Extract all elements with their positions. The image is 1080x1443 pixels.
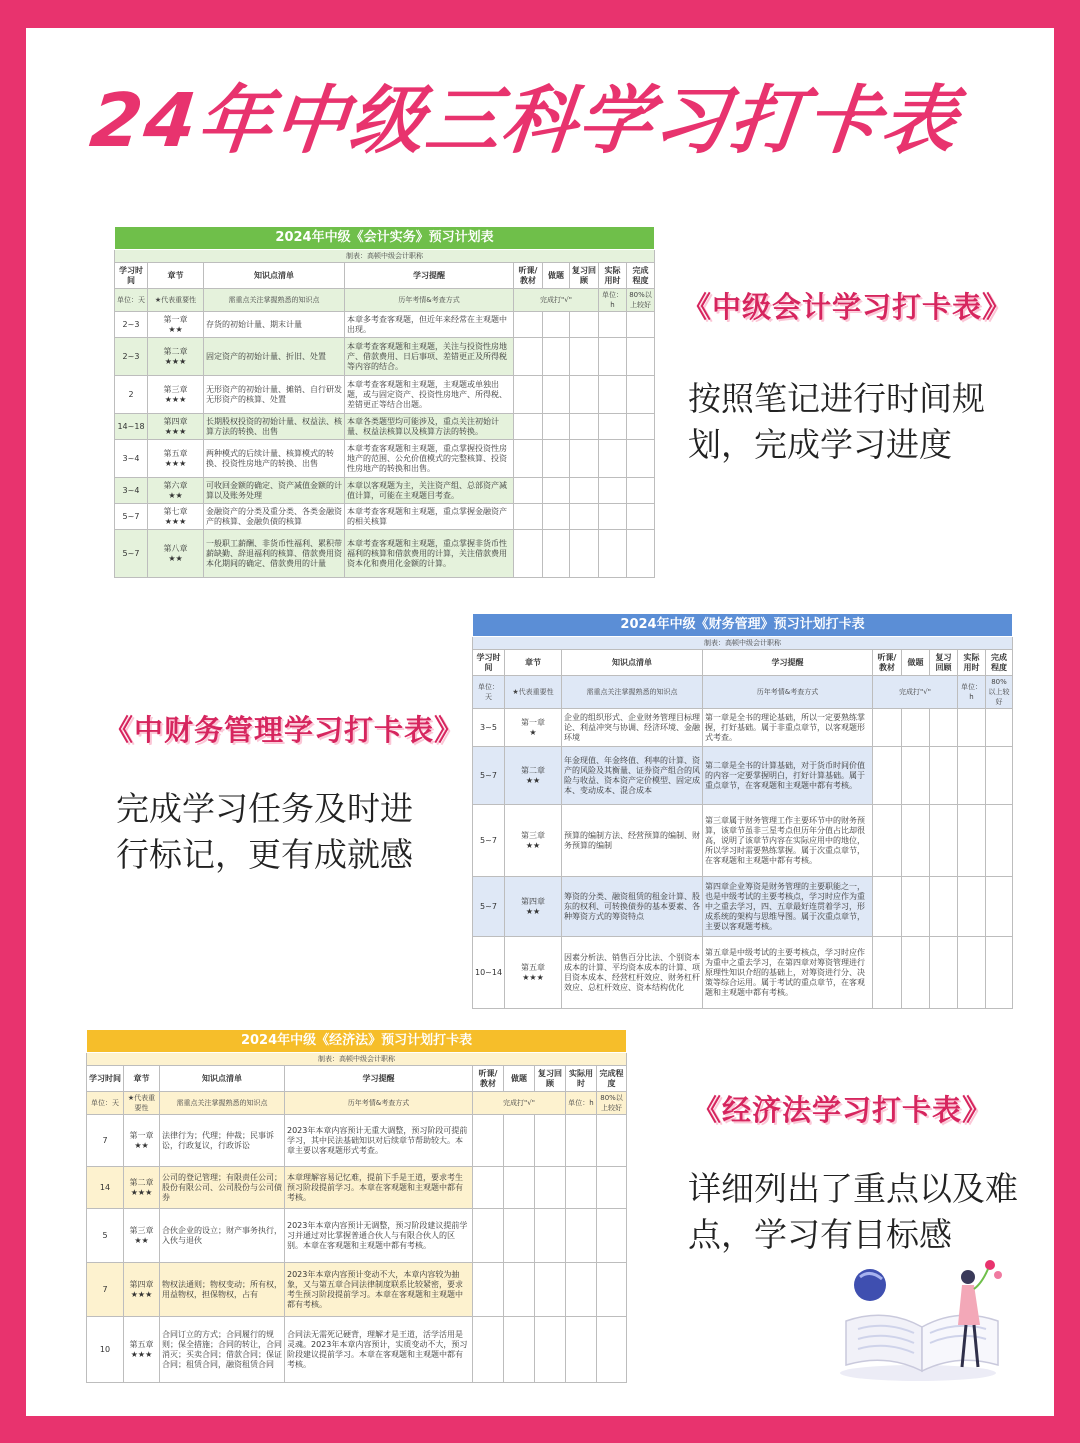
row-knowledge: 一般职工薪酬、非货币性福利、累积带薪缺勤、辞退福利的核算、借款费用资本化期间的确定、借款费用的计量 — [204, 530, 345, 578]
row-tips: 本章以客观题为主，关注资产组、总部资产减值计算，可能在主观题目考查。 — [345, 478, 514, 504]
row-time: 2~3 — [115, 312, 148, 338]
table-row — [115, 504, 655, 530]
header-time: 学习时间 — [115, 263, 148, 289]
listen-check-cell[interactable] — [873, 937, 902, 1009]
review-check-cell[interactable] — [535, 1167, 566, 1209]
row-chapter: 第三章 ★★ — [124, 1209, 160, 1263]
exercise-check-cell[interactable] — [543, 338, 570, 376]
header-actual: 实际用时 — [599, 263, 627, 289]
listen-check-cell[interactable] — [514, 530, 543, 578]
row-tips: 合同法无需死记硬背，理解才是王道，活学活用是灵魂。2023年本章内容预计，实质变动不大，预习阶段建议提前学习。本章在客观题和主观题中都有考核。 — [285, 1317, 473, 1383]
exercise-check-cell[interactable] — [543, 530, 570, 578]
unit-progress: 80%以上较好 — [986, 676, 1013, 709]
table-row — [87, 1167, 627, 1209]
actual-hours-cell[interactable] — [958, 709, 986, 747]
review-check-cell[interactable] — [570, 414, 599, 440]
listen-check-cell[interactable] — [473, 1115, 504, 1167]
row-knowledge: 企业的组织形式、企业财务管理目标理论、利益冲突与协调、经济环境、金融环境 — [562, 709, 703, 747]
actual-hours-cell[interactable] — [958, 937, 986, 1009]
exercise-check-cell[interactable] — [543, 478, 570, 504]
header-chapter: 章节 — [505, 650, 562, 676]
header-chapter: 章节 — [148, 263, 204, 289]
listen-check-cell[interactable] — [873, 709, 902, 747]
row-knowledge: 无形资产的初始计量、摊销、自行研发无形资产的核算、处置 — [204, 376, 345, 414]
listen-check-cell[interactable] — [514, 338, 543, 376]
actual-hours-cell[interactable] — [566, 1317, 597, 1383]
review-check-cell[interactable] — [570, 440, 599, 478]
section-title-accounting: 《中级会计学习打卡表》 — [682, 290, 1013, 324]
table-row — [473, 709, 1013, 747]
unit-tips: 历年考情&考查方式 — [285, 1092, 473, 1115]
row-time: 3~4 — [115, 478, 148, 504]
progress-cell[interactable] — [597, 1209, 627, 1263]
row-time: 5 — [87, 1209, 124, 1263]
header-review: 复习回顾 — [570, 263, 599, 289]
exercise-check-cell[interactable] — [543, 440, 570, 478]
table-row — [115, 414, 655, 440]
unit-knowledge: 需重点关注掌握熟悉的知识点 — [204, 289, 345, 312]
actual-hours-cell[interactable] — [599, 504, 627, 530]
unit-done: 完成打"√" — [873, 676, 958, 709]
table-row — [473, 877, 1013, 937]
actual-hours-cell[interactable] — [599, 414, 627, 440]
row-chapter: 第一章 ★★ — [124, 1115, 160, 1167]
row-chapter: 第五章 ★★★ — [124, 1317, 160, 1383]
progress-cell[interactable] — [597, 1263, 627, 1317]
actual-hours-cell[interactable] — [599, 338, 627, 376]
unit-tips: 历年考情&考查方式 — [703, 676, 873, 709]
table-row — [115, 376, 655, 414]
row-knowledge: 两种模式的后续计量、核算模式的转换、投资性房地产的转换、出售 — [204, 440, 345, 478]
row-time: 10 — [87, 1317, 124, 1383]
table-row — [473, 805, 1013, 877]
row-chapter: 第四章 ★★ — [505, 877, 562, 937]
table-row — [87, 1209, 627, 1263]
progress-cell[interactable] — [627, 440, 655, 478]
review-check-cell[interactable] — [930, 877, 958, 937]
review-check-cell[interactable] — [535, 1263, 566, 1317]
section-text-accounting: 按照笔记进行时间规划，完成学习进度 — [688, 379, 985, 464]
actual-hours-cell[interactable] — [958, 805, 986, 877]
row-tips: 2023年本章内容预计无调整，预习阶段建议提前学习并通过对比掌握普通合伙人与有限合伙人的区别。本章在客观题和主观题中都有考核。 — [285, 1209, 473, 1263]
page-title: 24年中级三科学习打卡表 — [86, 78, 963, 164]
listen-check-cell[interactable] — [873, 805, 902, 877]
row-tips: 本章各类题型均可能涉及，重点关注初始计量、权益法核算以及核算方法的转换。 — [345, 414, 514, 440]
listen-check-cell[interactable] — [873, 877, 902, 937]
row-time: 3~4 — [115, 440, 148, 478]
row-knowledge: 合同订立的方式；合同履行的规则；保全措施；合同的转让，合同消灭；买卖合同；借款合同；保证合同；租赁合同，融资租赁合同 — [160, 1317, 285, 1383]
listen-check-cell[interactable] — [514, 504, 543, 530]
progress-cell[interactable] — [597, 1167, 627, 1209]
unit-tips: 历年考情&考查方式 — [345, 289, 514, 312]
header-time: 学习时间 — [87, 1066, 124, 1092]
progress-cell[interactable] — [627, 414, 655, 440]
unit-knowledge: 需重点关注掌握熟悉的知识点 — [160, 1092, 285, 1115]
header-tips: 学习提醒 — [345, 263, 514, 289]
section-title-finance: 《中财务管理学习打卡表》 — [104, 713, 465, 747]
listen-check-cell[interactable] — [473, 1317, 504, 1383]
table-title: 2024年中级《经济法》预习计划打卡表 — [87, 1030, 627, 1053]
row-tips: 2023年本章内容预计变动不大，本章内容较为抽象，又与第五章合同法律制度联系比较紧密，要求考生预习阶段提前学习。本章在客观题和主观题中都有考核。 — [285, 1263, 473, 1317]
header-review: 复习回顾 — [930, 650, 958, 676]
row-chapter: 第一章 ★ — [505, 709, 562, 747]
row-knowledge: 合伙企业的设立；财产事务执行，入伙与退伙 — [160, 1209, 285, 1263]
row-tips: 第五章是中级考试的主要考核点，学习时应作为重中之重去学习，在第四章对筹资管理进行原理性知识介绍的基础上，对筹资进行分、决策等综合运用。属于考试的重点章节，在客观题和主观题中都有考核。 — [703, 937, 873, 1009]
header-progress: 完成程度 — [986, 650, 1013, 676]
row-time: 7 — [87, 1263, 124, 1317]
row-tips: 本章多考查客观题，但近年来经常在主观题中出现。 — [345, 312, 514, 338]
row-tips: 第三章属于财务管理工作主要环节中的财务预算，该章节虽非三星考点但历年分值占比却很高，说明了该章节内容在实际应用中的地位，所以学习时需要熟练掌握。属于次重点章节，在客观题和主观题中都有考核。 — [703, 805, 873, 877]
row-tips: 本章考查客观题和主观题，主观题或单独出题，或与固定资产、投资性房地产、所得税、差错更正等结合出题。 — [345, 376, 514, 414]
listen-check-cell[interactable] — [873, 747, 902, 805]
progress-cell[interactable] — [597, 1115, 627, 1167]
listen-check-cell[interactable] — [514, 414, 543, 440]
row-chapter: 第二章 ★★★ — [124, 1167, 160, 1209]
row-knowledge: 法律行为；代理；仲裁；民事诉讼，行政复议，行政诉讼 — [160, 1115, 285, 1167]
person-head — [961, 1270, 975, 1284]
table-row — [115, 312, 655, 338]
row-chapter: 第七章 ★★★ — [148, 504, 204, 530]
unit-chapter: ★代表重要性 — [148, 289, 204, 312]
table-title: 2024年中级《财务管理》预习计划打卡表 — [473, 614, 1013, 637]
table-row — [87, 1115, 627, 1167]
accounting-plan-table — [114, 226, 655, 578]
review-check-cell[interactable] — [570, 504, 599, 530]
review-check-cell[interactable] — [930, 747, 958, 805]
listen-check-cell[interactable] — [473, 1209, 504, 1263]
progress-cell[interactable] — [986, 805, 1013, 877]
review-check-cell[interactable] — [930, 709, 958, 747]
review-check-cell[interactable] — [570, 530, 599, 578]
listen-check-cell[interactable] — [514, 478, 543, 504]
person-body — [958, 1285, 980, 1325]
section-text-finance: 完成学习任务及时进行标记，更有成就感 — [116, 789, 413, 874]
header-progress: 完成程度 — [627, 263, 655, 289]
header-listen: 听课/教材 — [873, 650, 902, 676]
review-check-cell[interactable] — [570, 312, 599, 338]
listen-check-cell[interactable] — [473, 1167, 504, 1209]
unit-knowledge: 需重点关注掌握熟悉的知识点 — [562, 676, 703, 709]
row-time: 7 — [87, 1115, 124, 1167]
row-knowledge: 固定资产的初始计量、折旧、处置 — [204, 338, 345, 376]
table-row — [115, 478, 655, 504]
progress-cell[interactable] — [627, 478, 655, 504]
progress-cell[interactable] — [986, 877, 1013, 937]
row-time: 3~5 — [473, 709, 505, 747]
listen-check-cell[interactable] — [514, 312, 543, 338]
row-knowledge: 年金现值、年金终值、利率的计算、资产的风险及其衡量、证券资产组合的风险与收益、资本资产定价模型、固定成本、变动成本、混合成本 — [562, 747, 703, 805]
exercise-check-cell[interactable] — [504, 1115, 535, 1167]
table-row — [473, 937, 1013, 1009]
unit-time: 单位：天 — [115, 289, 148, 312]
header-actual: 实际用时 — [958, 650, 986, 676]
actual-hours-cell[interactable] — [599, 440, 627, 478]
row-time: 2 — [115, 376, 148, 414]
table-row — [115, 440, 655, 478]
book-reading-illustration — [838, 1255, 1008, 1385]
row-chapter: 第三章 ★★★ — [148, 376, 204, 414]
section-title-law: 《经济法学习打卡表》 — [692, 1093, 993, 1127]
row-chapter: 第二章 ★★★ — [148, 338, 204, 376]
row-knowledge: 存货的初始计量、期末计量 — [204, 312, 345, 338]
listen-check-cell[interactable] — [514, 376, 543, 414]
review-check-cell[interactable] — [930, 805, 958, 877]
exercise-check-cell[interactable] — [504, 1317, 535, 1383]
header-knowledge: 知识点清单 — [562, 650, 703, 676]
row-chapter: 第五章 ★★★ — [505, 937, 562, 1009]
finance-plan-table — [472, 613, 1013, 1009]
exercise-check-cell[interactable] — [504, 1167, 535, 1209]
row-time: 2~3 — [115, 338, 148, 376]
row-knowledge: 物权法通则；物权变动；所有权，用益物权，担保物权，占有 — [160, 1263, 285, 1317]
actual-hours-cell[interactable] — [958, 747, 986, 805]
exercise-check-cell[interactable] — [902, 937, 930, 1009]
row-tips: 第一章是全书的理论基础，所以一定要熟练掌握，打好基础。属于非重点章节，以客观题形式考查。 — [703, 709, 873, 747]
unit-progress: 80%以上较好 — [627, 289, 655, 312]
actual-hours-cell[interactable] — [958, 877, 986, 937]
unit-actual: 单位：h — [958, 676, 986, 709]
economic-law-plan-table — [86, 1029, 627, 1383]
header-review: 复习回顾 — [535, 1066, 566, 1092]
progress-cell[interactable] — [986, 937, 1013, 1009]
row-tips: 第四章企业筹资是财务管理的主要职能之一，也是中级考试的主要考核点，学习时应作为重中之重去学习，四、五章最好连贯着学习，形成系统的架构与思维导图。属于次重点章节，主要以客观题考核。 — [703, 877, 873, 937]
progress-cell[interactable] — [986, 709, 1013, 747]
row-chapter: 第四章 ★★★ — [124, 1263, 160, 1317]
table-row — [473, 747, 1013, 805]
exercise-check-cell[interactable] — [902, 805, 930, 877]
header-listen: 听课/教材 — [514, 263, 543, 289]
header-chapter: 章节 — [124, 1066, 160, 1092]
row-chapter: 第八章 ★★ — [148, 530, 204, 578]
progress-cell[interactable] — [627, 312, 655, 338]
row-tips: 第二章是全书的计算基础，对于货币时间价值的内容一定要掌握明白，打好计算基础。属于重点章节，在客观题和主观题中都有考核。 — [703, 747, 873, 805]
actual-hours-cell[interactable] — [599, 312, 627, 338]
table-subtitle: 制表：高顿中级会计职称 — [115, 250, 655, 263]
header-exercise: 做题 — [543, 263, 570, 289]
row-time: 10~14 — [473, 937, 505, 1009]
unit-actual: 单位：h — [599, 289, 627, 312]
row-time: 5~7 — [115, 504, 148, 530]
listen-check-cell[interactable] — [514, 440, 543, 478]
exercise-check-cell[interactable] — [543, 414, 570, 440]
row-tips: 本章考查客观题和主观题，重点掌握投资性房地产的范围、公允价值模式的完整核算、投资性房地产的转换和出售。 — [345, 440, 514, 478]
review-check-cell[interactable] — [535, 1115, 566, 1167]
table-row — [115, 338, 655, 376]
progress-cell[interactable] — [986, 747, 1013, 805]
unit-time: 单位：天 — [473, 676, 505, 709]
unit-actual: 单位：h — [566, 1092, 597, 1115]
row-tips: 2023年本章内容预计无重大调整，预习阶段可提前学习，其中民法基础知识对后续章节帮助较大。本章主要以客观题形式考查。 — [285, 1115, 473, 1167]
progress-cell[interactable] — [597, 1317, 627, 1383]
row-time: 5~7 — [473, 877, 505, 937]
row-time: 5~7 — [473, 747, 505, 805]
row-chapter: 第六章 ★★ — [148, 478, 204, 504]
actual-hours-cell[interactable] — [566, 1167, 597, 1209]
exercise-check-cell[interactable] — [902, 747, 930, 805]
row-knowledge: 因素分析法、销售百分比法、个别资本成本的计算、平均资本成本的计算、项目资本成本、经营杠杆效应、财务杠杆效应、总杠杆效应、资本结构优化 — [562, 937, 703, 1009]
exercise-check-cell[interactable] — [543, 504, 570, 530]
row-knowledge: 预算的编制方法、经营预算的编制、财务预算的编制 — [562, 805, 703, 877]
unit-done: 完成打"√" — [473, 1092, 566, 1115]
row-tips: 本章考查客观题和主观题，重点掌握金融资产的相关核算 — [345, 504, 514, 530]
table-title: 2024年中级《会计实务》预习计划表 — [115, 227, 655, 250]
exercise-check-cell[interactable] — [543, 312, 570, 338]
actual-hours-cell[interactable] — [566, 1209, 597, 1263]
row-tips: 本章考查客观题和主观题，关注与投资性房地产、借款费用、日后事项、差错更正及所得税等内容的结合。 — [345, 338, 514, 376]
row-time: 14~18 — [115, 414, 148, 440]
table-row — [87, 1317, 627, 1383]
listen-check-cell[interactable] — [473, 1263, 504, 1317]
unit-chapter: ★代表重要性 — [124, 1092, 160, 1115]
header-knowledge: 知识点清单 — [204, 263, 345, 289]
row-knowledge: 长期股权投资的初始计量、权益法、核算方法的转换、出售 — [204, 414, 345, 440]
header-knowledge: 知识点清单 — [160, 1066, 285, 1092]
actual-hours-cell[interactable] — [566, 1263, 597, 1317]
header-exercise: 做题 — [504, 1066, 535, 1092]
exercise-check-cell[interactable] — [543, 376, 570, 414]
review-check-cell[interactable] — [570, 338, 599, 376]
header-exercise: 做题 — [902, 650, 930, 676]
row-chapter: 第二章 ★★ — [505, 747, 562, 805]
review-check-cell[interactable] — [930, 937, 958, 1009]
row-tips: 本章理解容易记忆难，提前下手是王道，要求考生预习阶段提前学习。本章在客观题和主观题中都有考核。 — [285, 1167, 473, 1209]
actual-hours-cell[interactable] — [566, 1115, 597, 1167]
flower-icon — [985, 1260, 995, 1270]
exercise-check-cell[interactable] — [902, 709, 930, 747]
row-time: 14 — [87, 1167, 124, 1209]
row-time: 5~7 — [473, 805, 505, 877]
row-time: 5~7 — [115, 530, 148, 578]
exercise-check-cell[interactable] — [504, 1263, 535, 1317]
progress-cell[interactable] — [627, 504, 655, 530]
actual-hours-cell[interactable] — [599, 376, 627, 414]
progress-cell[interactable] — [627, 338, 655, 376]
exercise-check-cell[interactable] — [902, 877, 930, 937]
row-knowledge: 筹资的分类、融资租赁的租金计算、股东的权利、可转换债券的基本要素、各种筹资方式的筹资特点 — [562, 877, 703, 937]
header-tips: 学习提醒 — [285, 1066, 473, 1092]
actual-hours-cell[interactable] — [599, 478, 627, 504]
unit-chapter: ★代表重要性 — [505, 676, 562, 709]
header-tips: 学习提醒 — [703, 650, 873, 676]
row-knowledge: 金融资产的分类及重分类、各类金融资产的核算、金融负债的核算 — [204, 504, 345, 530]
table-subtitle: 制表：高顿中级会计职称 — [473, 637, 1013, 650]
review-check-cell[interactable] — [535, 1317, 566, 1383]
table-row — [87, 1263, 627, 1317]
review-check-cell[interactable] — [570, 478, 599, 504]
unit-time: 单位：天 — [87, 1092, 124, 1115]
header-listen: 听课/教材 — [473, 1066, 504, 1092]
unit-progress: 80%以上较好 — [597, 1092, 627, 1115]
row-chapter: 第三章 ★★ — [505, 805, 562, 877]
row-chapter: 第一章 ★★ — [148, 312, 204, 338]
row-knowledge: 可收回金额的确定、资产减值金额的计算以及账务处理 — [204, 478, 345, 504]
row-tips: 本章考查客观题和主观题，重点掌握非货币性福利的核算和借款费用的计算，关注借款费用资本化和费用化金额的计算。 — [345, 530, 514, 578]
review-check-cell[interactable] — [570, 376, 599, 414]
progress-cell[interactable] — [627, 376, 655, 414]
book-left-page — [846, 1315, 922, 1371]
row-chapter: 第五章 ★★★ — [148, 440, 204, 478]
section-text-law: 详细列出了重点以及难点，学习有目标感 — [688, 1169, 1018, 1254]
table-row — [115, 530, 655, 578]
exercise-check-cell[interactable] — [504, 1209, 535, 1263]
progress-cell[interactable] — [627, 530, 655, 578]
table-subtitle: 制表：高顿中级会计职称 — [87, 1053, 627, 1066]
header-progress: 完成程度 — [597, 1066, 627, 1092]
header-time: 学习时间 — [473, 650, 505, 676]
header-actual: 实际用时 — [566, 1066, 597, 1092]
review-check-cell[interactable] — [535, 1209, 566, 1263]
unit-done: 完成打"√" — [514, 289, 599, 312]
row-knowledge: 公司的登记管理；有限责任公司；股份有限公司、公司股份与公司债券 — [160, 1167, 285, 1209]
row-chapter: 第四章 ★★★ — [148, 414, 204, 440]
actual-hours-cell[interactable] — [599, 530, 627, 578]
